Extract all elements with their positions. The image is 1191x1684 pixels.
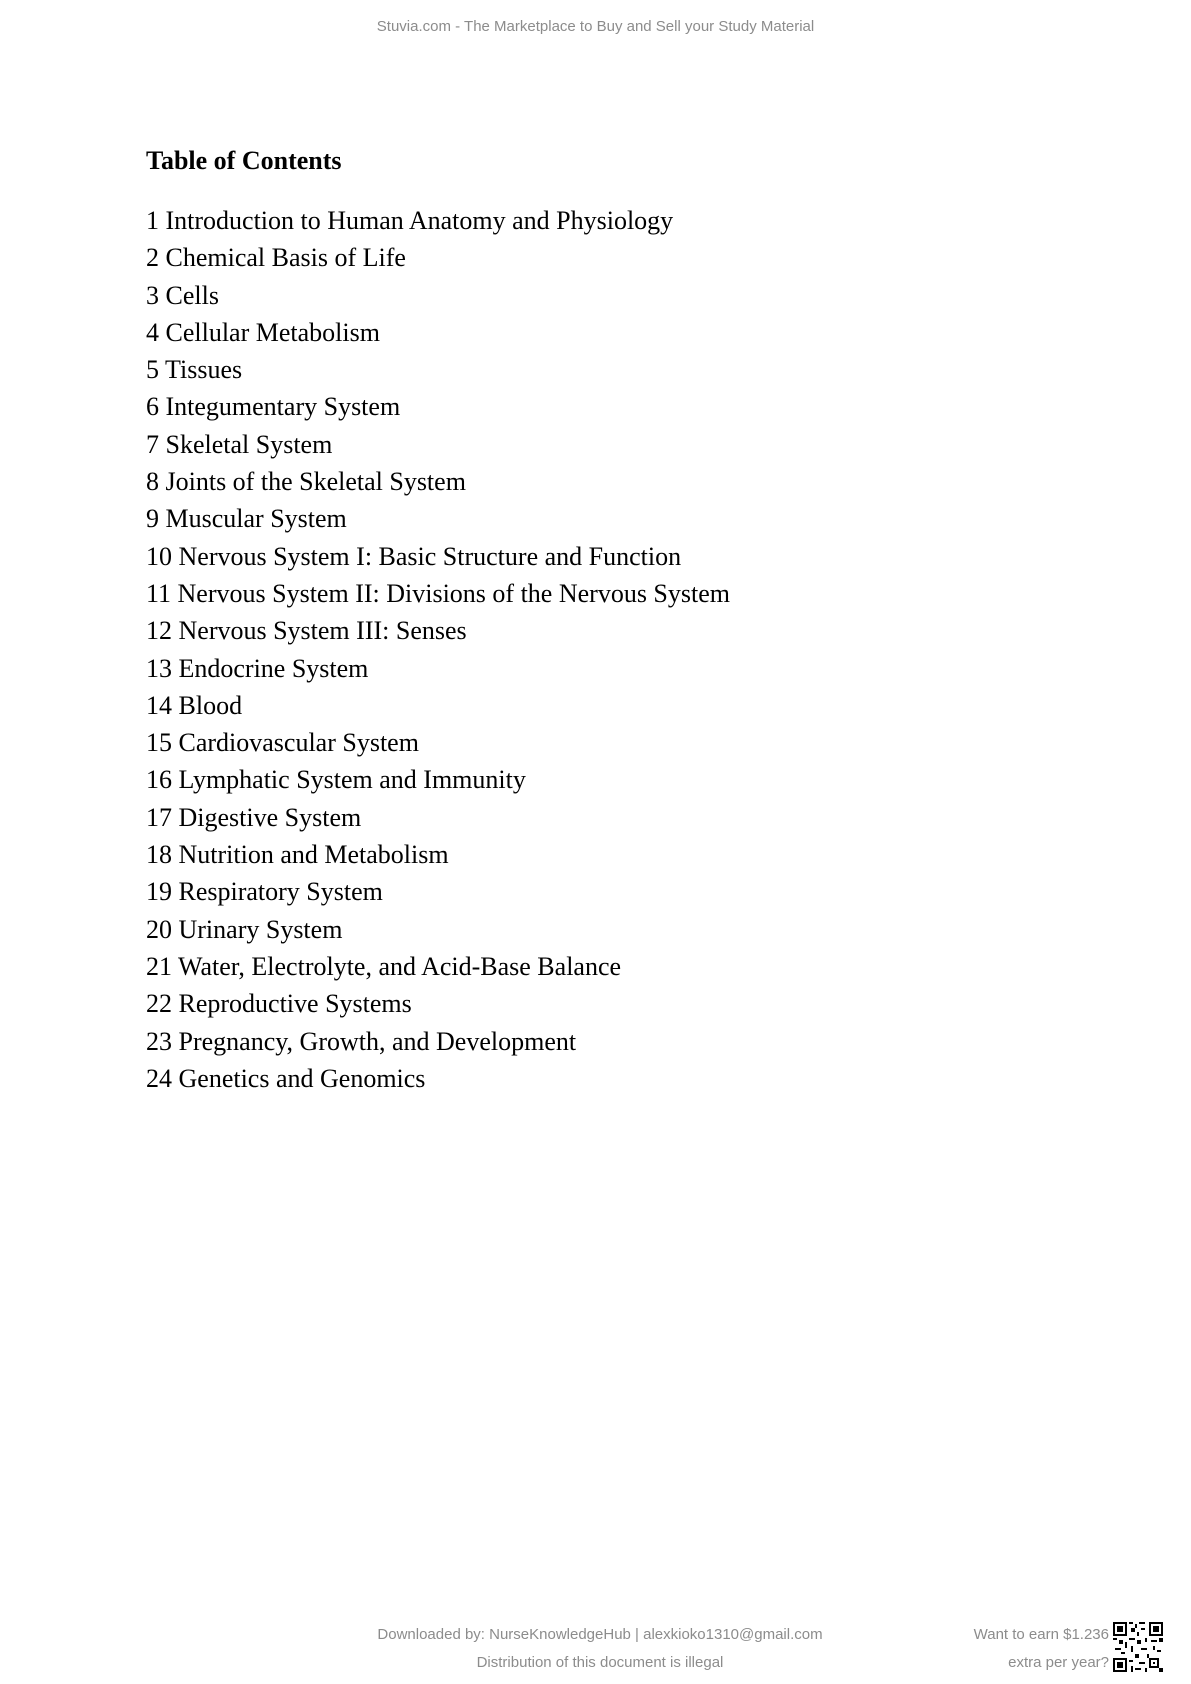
toc-item: 6 Integumentary System (146, 392, 401, 422)
toc-item: 17 Digestive System (146, 802, 362, 832)
downloaded-by-footer: Downloaded by: NurseKnowledgeHub | alexkioko1310@gmail.com (377, 1626, 823, 1643)
table-of-contents-list (146, 202, 730, 1097)
toc-item: 18 Nutrition and Metabolism (146, 840, 449, 870)
toc-item: 5 Tissues (146, 355, 243, 385)
toc-item: 10 Nervous System I: Basic Structure and Function (146, 541, 682, 571)
stuvia-watermark-header: Stuvia.com - The Marketplace to Buy and Sell your Study Material (376, 18, 815, 35)
toc-item: 7 Skeletal System (146, 429, 333, 459)
toc-item: 3 Cells (146, 280, 219, 310)
toc-item: 20 Urinary System (146, 914, 343, 944)
toc-item: 23 Pregnancy, Growth, and Development (146, 1026, 577, 1056)
toc-item: 13 Endocrine System (146, 653, 369, 683)
toc-item: 15 Cardiovascular System (146, 728, 419, 758)
distribution-notice: Distribution of this document is illegal (476, 1654, 724, 1671)
toc-item: 16 Lymphatic System and Immunity (146, 765, 526, 795)
toc-item: 2 Chemical Basis of Life (146, 243, 406, 273)
toc-item: 24 Genetics and Genomics (146, 1063, 426, 1093)
toc-item: 8 Joints of the Skeletal System (146, 467, 466, 497)
toc-item: 22 Reproductive Systems (146, 989, 412, 1019)
toc-item: 4 Cellular Metabolism (146, 317, 380, 347)
toc-item: 1 Introduction to Human Anatomy and Physiology (146, 206, 674, 235)
earn-promo-line2[interactable]: extra per year? (1008, 1654, 1109, 1671)
qr-code-icon[interactable] (1113, 1622, 1163, 1672)
toc-item: 14 Blood (146, 690, 243, 720)
document-title: Table of Contents (146, 146, 342, 175)
earn-promo-line1[interactable]: Want to earn $1.236 (973, 1626, 1109, 1643)
toc-item: 11 Nervous System II: Divisions of the Nervous System (146, 578, 730, 608)
toc-item: 19 Respiratory System (146, 877, 383, 907)
toc-item: 21 Water, Electrolyte, and Acid-Base Balance (146, 951, 622, 981)
toc-item: 9 Muscular System (146, 504, 347, 534)
toc-item: 12 Nervous System III: Senses (146, 616, 467, 646)
